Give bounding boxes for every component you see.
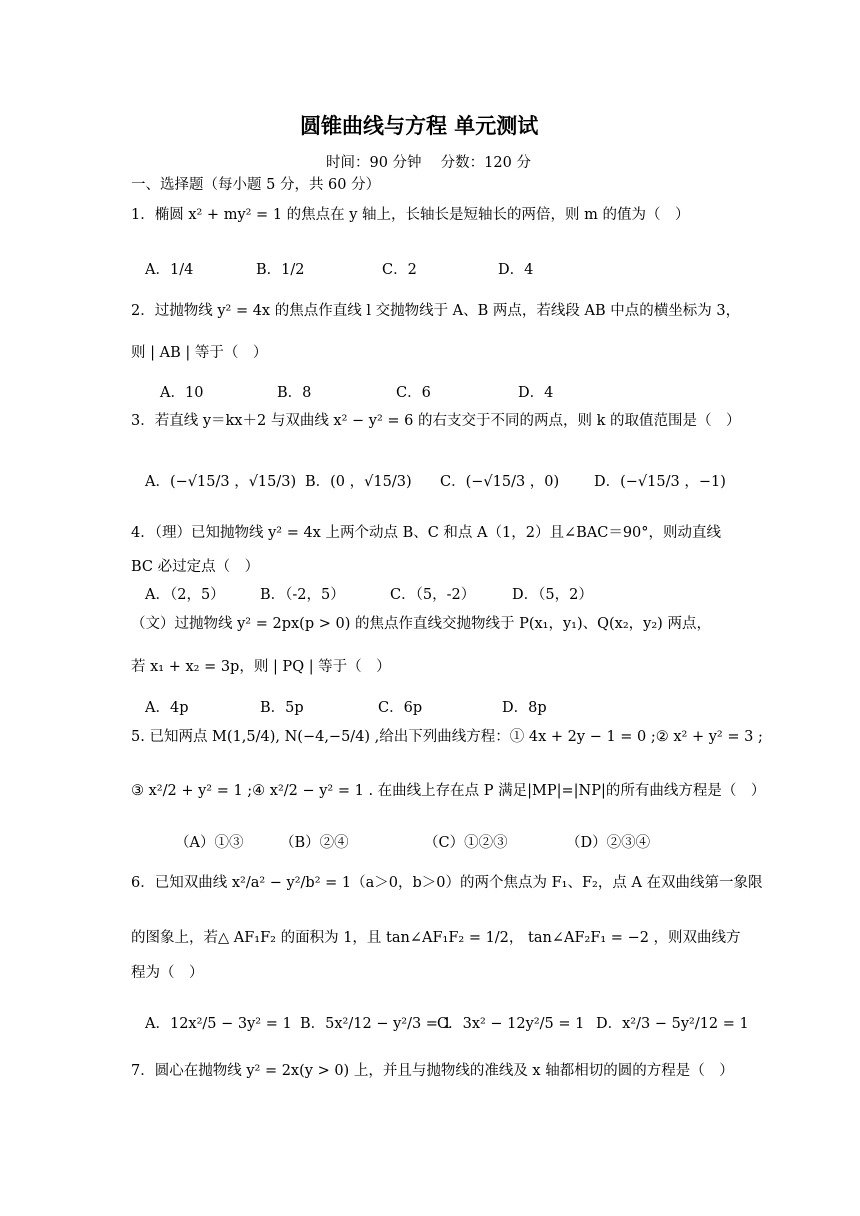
question-2-stem-cont: 则 | AB | 等于（ ） (131, 345, 268, 361)
question-4-option-d: D．（5，2） (512, 587, 593, 603)
question-6-stem-cont: 的图象上，若△ AF₁F₂ 的面积为 1，且 tan∠AF₁F₂ = 1/2， tan∠AF₂F₁ = −2 ，则双曲线方 (131, 930, 741, 946)
question-6-stem: 6．已知双曲线 x²/a² − y²/b² = 1（a＞0，b＞0）的两个焦点为 F₁、F₂，点 A 在双曲线第一象限 (131, 875, 763, 891)
question-6-option-a: A．12x²/5 − 3y² = 1 (145, 1016, 292, 1032)
question-7-stem: 7．圆心在抛物线 y² = 2x(y > 0) 上，并且与抛物线的准线及 x 轴都相切的圆的方程是（ ） (131, 1063, 734, 1079)
question-2-option-b: B．8 (277, 385, 312, 401)
question-2-stem: 2．过抛物线 y² = 4x 的焦点作直线 l 交抛物线于 A、B 两点，若线段 AB 中点的横坐标为 3， (131, 303, 741, 319)
question-4-wen-stem: （文）过抛物线 y² = 2px(p > 0) 的焦点作直线交抛物线于 P(x₁，y₁)、Q(x₂，y₂) 两点， (131, 616, 711, 632)
question-3-option-a: A．(−√15/3 ，√15/3) (145, 474, 297, 490)
section-heading: 一、选择题（每小题 5 分，共 60 分） (131, 177, 381, 193)
question-4-stem-cont: BC 必过定点（ ） (131, 559, 260, 575)
question-2-option-c: C．6 (396, 385, 431, 401)
question-5-option-c: （C）①②③ (424, 835, 508, 851)
question-4-wen-option-b: B．5p (260, 700, 304, 716)
page-subtitle: 时间：90 分钟 分数：120 分 (326, 155, 531, 171)
question-4-stem: 4．（理）已知抛物线 y² = 4x 上两个动点 B、C 和点 A（1，2）且∠BAC＝90°，则动直线 (131, 525, 722, 541)
question-3-option-c: C．(−√15/3 ，0) (440, 474, 560, 490)
question-5-option-a: （A）①③ (175, 835, 244, 851)
page-title: 圆锥曲线与方程 单元测试 (300, 114, 539, 138)
question-5-stem: 5. 已知两点 M(1,5/4), N(−4,−5/4) ,给出下列曲线方程：① 4x + 2y − 1 = 0 ;② x² + y² = 3 ; (131, 729, 763, 745)
question-6-option-d: D．x²/3 − 5y²/12 = 1 (596, 1016, 749, 1032)
question-6-option-b: B．5x²/12 − y²/3 = 1 (300, 1016, 452, 1032)
question-4-wen-option-c: C．6p (378, 700, 423, 716)
question-3-option-d: D．(−√15/3 ，−1) (594, 474, 726, 490)
question-6-stem-cont2: 程为（ ） (131, 965, 204, 981)
question-3-option-b: B．(0 ，√15/3) (305, 474, 412, 490)
question-4-wen-option-d: D．8p (502, 700, 547, 716)
question-1-option-b: B．1/2 (256, 262, 305, 278)
question-1-stem: 1．椭圆 x² + my² = 1 的焦点在 y 轴上，长轴长是短轴长的两倍，则 m 的值为（ ） (131, 207, 690, 223)
question-4-option-c: C．（5，-2） (390, 587, 476, 603)
question-4-option-b: B．（-2，5） (260, 587, 345, 603)
question-6-option-c: C．3x² − 12y²/5 = 1 (437, 1016, 585, 1032)
question-5-option-d: （D）②③④ (566, 835, 651, 851)
question-3-stem: 3．若直线 y＝kx＋2 与双曲线 x² − y² = 6 的右支交于不同的两点，则 k 的取值范围是（ ） (131, 413, 741, 429)
question-4-option-a: A．（2，5） (145, 587, 225, 603)
question-4-wen-stem-cont: 若 x₁ + x₂ = 3p，则 | PQ | 等于（ ） (131, 659, 391, 675)
question-5-option-b: （B）②④ (280, 835, 349, 851)
question-2-option-d: D．4 (518, 385, 554, 401)
question-5-stem-cont: ③ x²/2 + y² = 1 ;④ x²/2 − y² = 1 . 在曲线上存在点 P 满足|MP|=|NP|的所有曲线方程是（ ） (131, 783, 766, 799)
question-1-option-a: A．1/4 (145, 262, 194, 278)
question-4-wen-option-a: A．4p (145, 700, 189, 716)
question-1-option-c: C．2 (382, 262, 417, 278)
question-2-option-a: A．10 (160, 385, 204, 401)
question-1-option-d: D．4 (498, 262, 534, 278)
